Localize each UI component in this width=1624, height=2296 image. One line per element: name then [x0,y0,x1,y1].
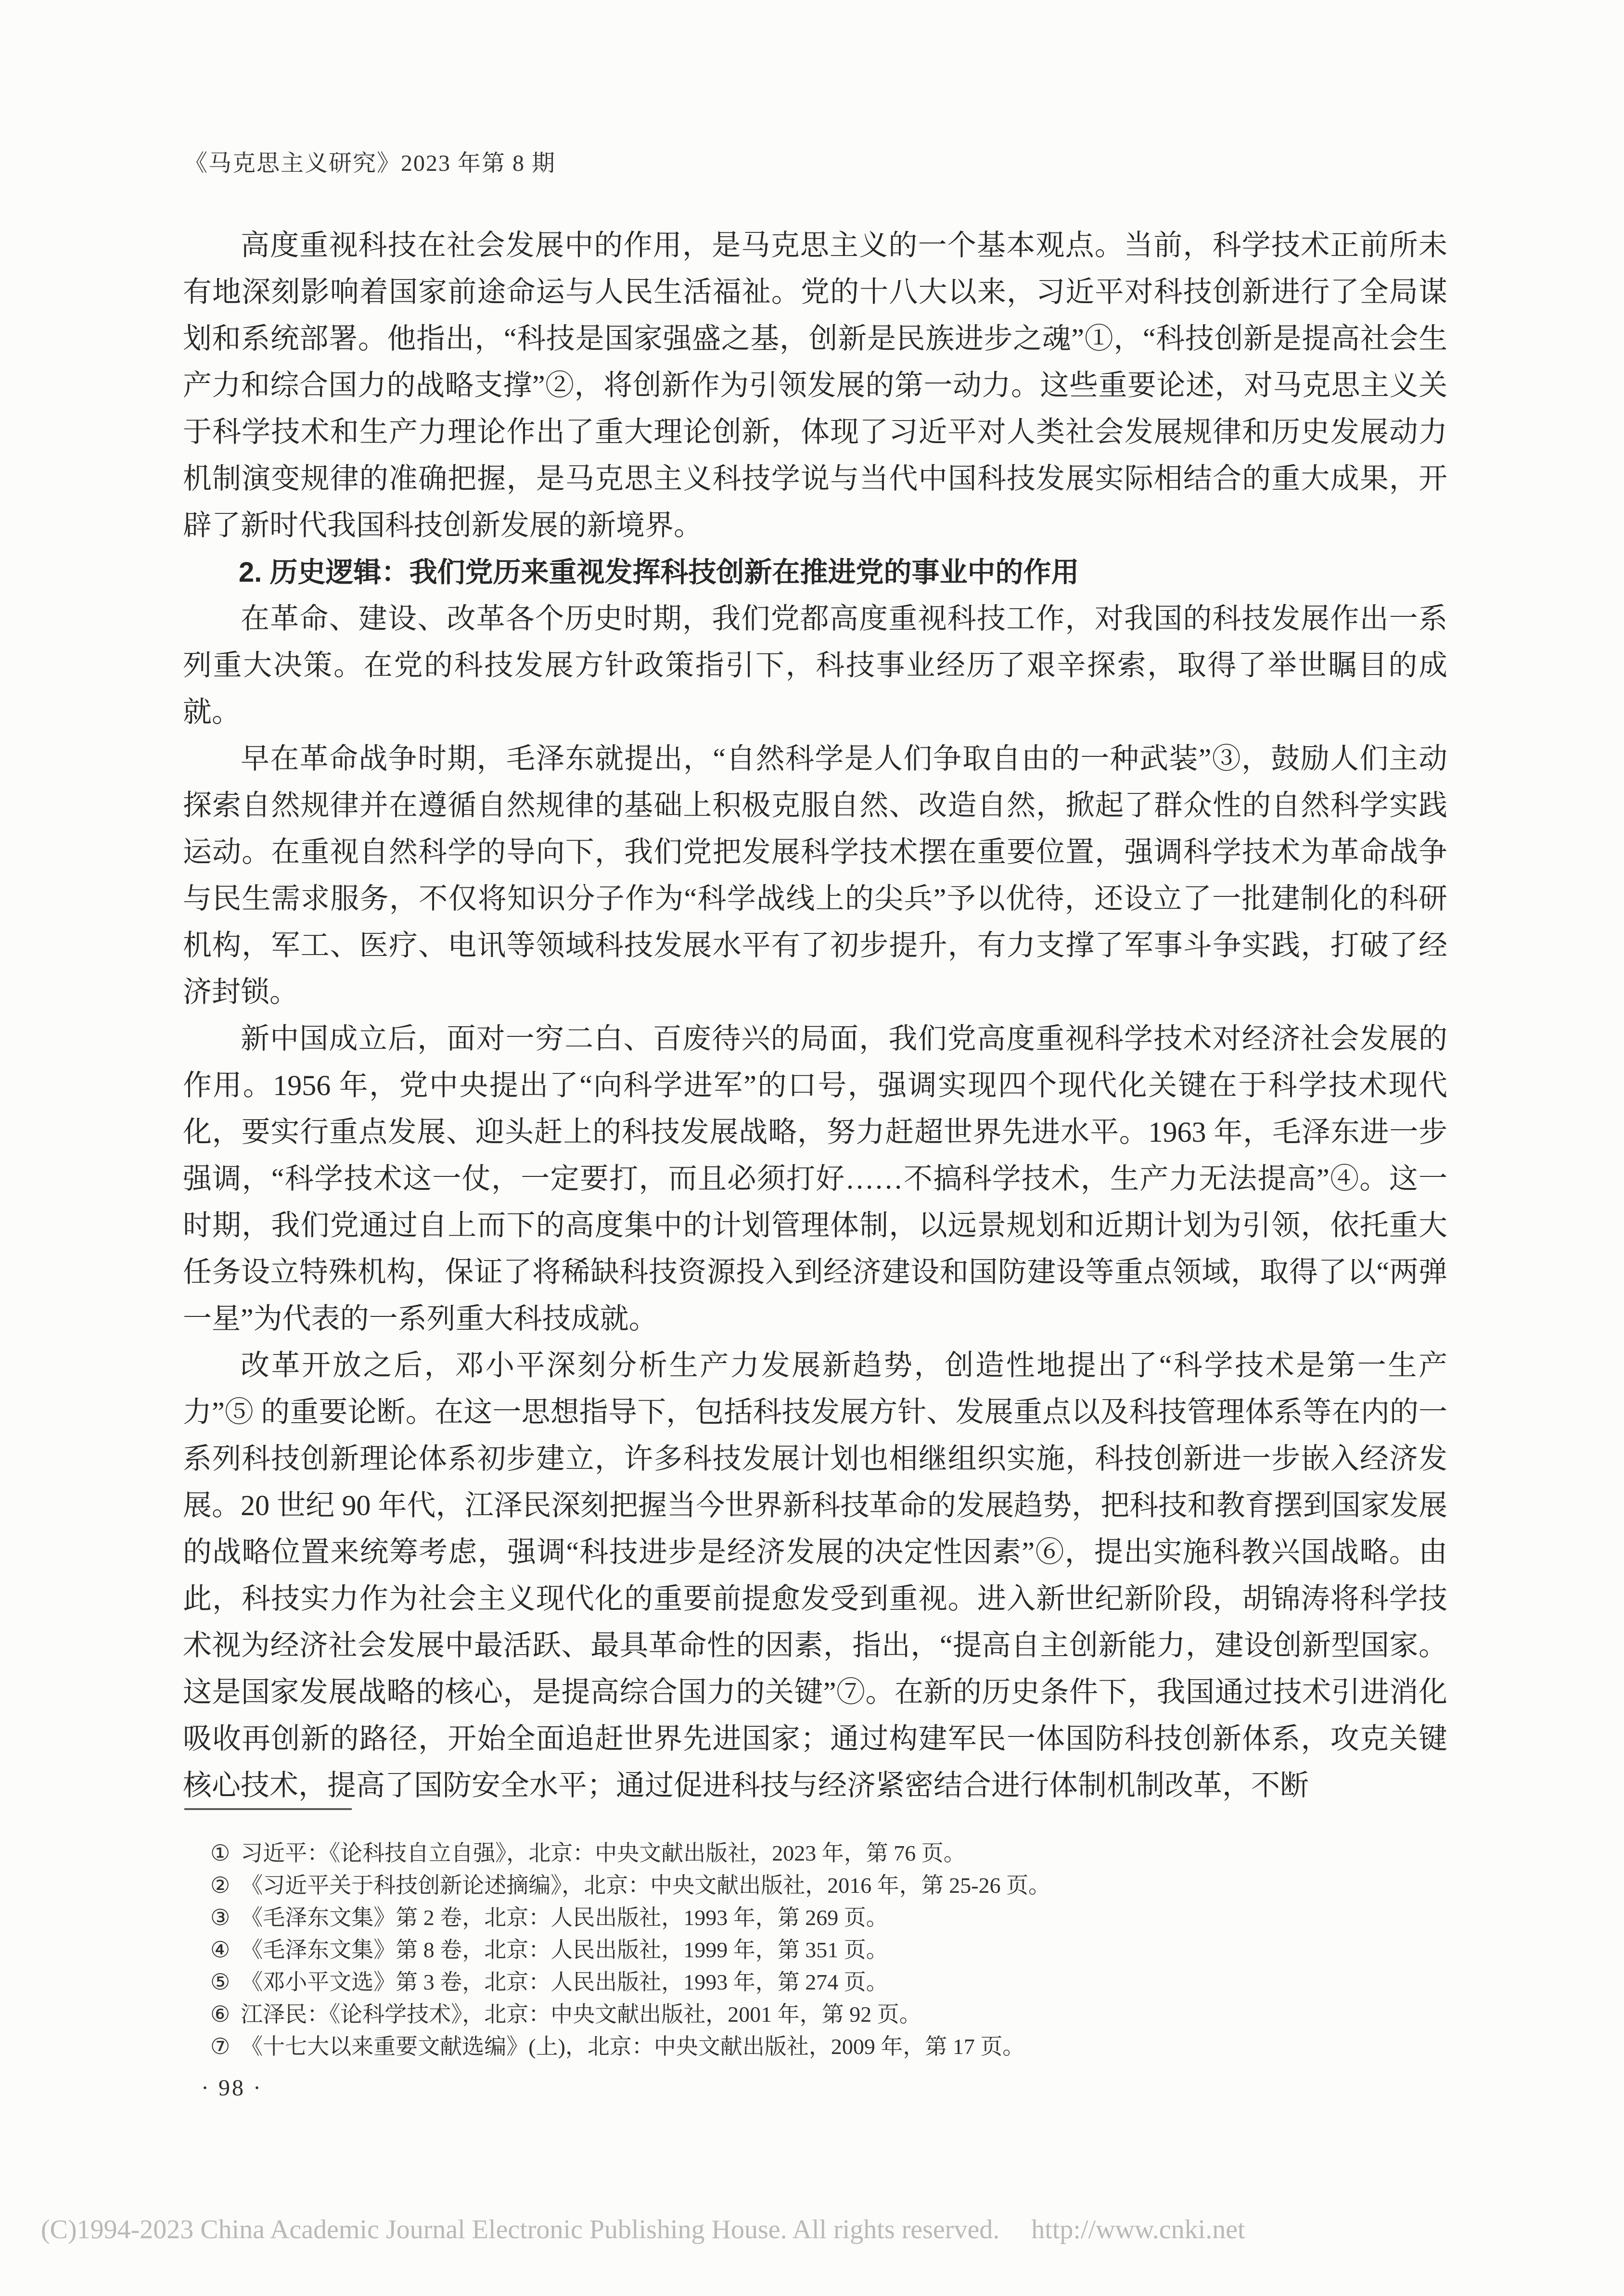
watermark-text: (C)1994-2023 China Academic Journal Electronic Publishing House. All rights reserved. [41,2215,1000,2245]
footnote [210,1837,1389,1869]
footnote [210,1998,1389,2030]
footnote-marker: ⑤ [210,1970,230,1994]
footnote [210,1966,1389,1998]
footnote-marker: ⑥ [210,2002,230,2027]
body-paragraph: 早在革命战争时期，毛泽东就提出，“自然科学是人们争取自由的一种武装”③，鼓励人们主动探索自然规律并在遵循自然规律的基础上积极克服自然、改造自然，掀起了群众性的自然科学实践运动。在重视自然科学的导向下，我们党把发展科学技术摆在重要位置，强调科学技术为革命战争与民生需求服务，不仅将知识分子作为“科学战线上的尖兵”予以优待，还设立了一批建制化的科研机构，军工、医疗、电讯等领域科技发展水平有了初步提升，有力支撑了军事斗争实践，打破了经济封锁。 [183,743,1447,1008]
footnote-marker: ② [210,1873,230,1898]
watermark-url: http://www.cnki.net [1031,2215,1245,2245]
page-number: · 98 · [201,2075,263,2101]
footnote-text: 《十七大以来重要文献选编》(上)，北京：中央文献出版社，2009 年，第 17 页。 [241,2034,1025,2059]
footnote [210,2030,1389,2063]
footnote-marker: ③ [210,1905,230,1930]
body-paragraph: 改革开放之后，邓小平深刻分析生产力发展新趋势，创造性地提出了“科学技术是第一生产力”⑤ 的重要论断。在这一思想指导下，包括科技发展方针、发展重点以及科技管理体系等在内的一系列科技创新理论体系初步建立，许多科技发展计划也相继组织实施，科技创新进一步嵌入经济发展。20 世纪 90 年代，江泽民深刻把握当今世界新科技革命的发展趋势，把科技和教育摆到国家发展的战略位置来统筹考虑，强调“科技进步是经济发展的决定性因素”⑥，提出实施科教兴国战略。由此，科技实力作为社会主义现代化的重要前提愈发受到重视。进入新世纪新阶段，胡锦涛将科学技术视为经济社会发展中最活跃、最具革命性的因素，指出，“提高自主创新能力，建设创新型国家。这是国家发展战略的核心，是提高综合国力的关键”⑦。在新的历史条件下，我国通过技术引进消化吸收再创新的路径，开始全面追赶世界先进国家；通过构建军民一体国防科技创新体系，攻克关键核心技术，提高了国防安全水平；通过促进科技与经济紧密结合进行体制机制改革，不断 [183,1350,1447,1801]
section-heading: 2. 历史逻辑：我们党历来重视发挥科技创新在推进党的事业中的作用 [239,557,1079,588]
footnote [210,1901,1389,1934]
footnote-marker: ⑦ [210,2034,230,2059]
footnote-text: 习近平：《论科技自立自强》，北京：中央文献出版社，2023 年，第 76 页。 [241,1841,966,1865]
article-body [183,222,1447,1809]
footnote-text: 江泽民：《论科学技术》，北京：中央文献出版社，2001 年，第 92 页。 [241,2002,921,2027]
footnote-text: 《毛泽东文集》第 8 卷，北京：人民出版社，1999 年，第 351 页。 [241,1938,888,1962]
body-paragraph: 高度重视科技在社会发展中的作用，是马克思主义的一个基本观点。当前，科学技术正前所未有地深刻影响着国家前途命运与人民生活福祉。党的十八大以来，习近平对科技创新进行了全局谋划和系统部署。他指出，“科技是国家强盛之基，创新是民族进步之魂”①，“科技创新是提高社会生产力和综合国力的战略支撑”②，将创新作为引领发展的第一动力。这些重要论述，对马克思主义关于科学技术和生产力理论作出了重大理论创新，体现了习近平对人类社会发展规律和历史发展动力机制演变规律的准确把握，是马克思主义科技学说与当代中国科技发展实际相结合的重大成果，开辟了新时代我国科技创新发展的新境界。 [183,230,1447,541]
footnote [210,1869,1389,1901]
footnotes-list [210,1837,1389,2063]
body-paragraph: 新中国成立后，面对一穷二白、百废待兴的局面，我们党高度重视科学技术对经济社会发展的作用。1956 年，党中央提出了“向科学进军”的口号，强调实现四个现代化关键在于科学技术现代化，要实行重点发展、迎头赶上的科技发展战略，努力赶超世界先进水平。1963 年，毛泽东进一步强调，“科学技术这一仗，一定要打，而且必须打好……不搞科学技术，生产力无法提高”④。这一时期，我们党通过自上而下的高度集中的计划管理体制，以远景规划和近期计划为引领，依托重大任务设立特殊机构，保证了将稀缺科技资源投入到经济建设和国防建设等重点领域，取得了以“两弹一星”为代表的一系列重大科技成就。 [183,1023,1447,1335]
footnote-text: 《毛泽东文集》第 2 卷，北京：人民出版社，1993 年，第 269 页。 [241,1905,888,1930]
body-paragraph: 在革命、建设、改革各个历史时期，我们党都高度重视科技工作，对我国的科技发展作出一系列重大决策。在党的科技发展方针政策指引下，科技事业经历了艰辛探索，取得了举世瞩目的成就。 [183,603,1447,728]
footnote-marker: ④ [210,1938,230,1962]
footnote [210,1934,1389,1966]
journal-header: 《马克思主义研究》2023 年第 8 期 [184,151,556,176]
footnote-marker: ① [210,1841,230,1865]
footnote-divider [184,1808,352,1810]
footnote-text: 《习近平关于科技创新论述摘编》，北京：中央文献出版社，2016 年，第 25-26 页。 [241,1873,1051,1898]
copyright-watermark [41,2214,1245,2245]
footnote-text: 《邓小平文选》第 3 卷，北京：人民出版社，1993 年，第 274 页。 [241,1970,888,1994]
